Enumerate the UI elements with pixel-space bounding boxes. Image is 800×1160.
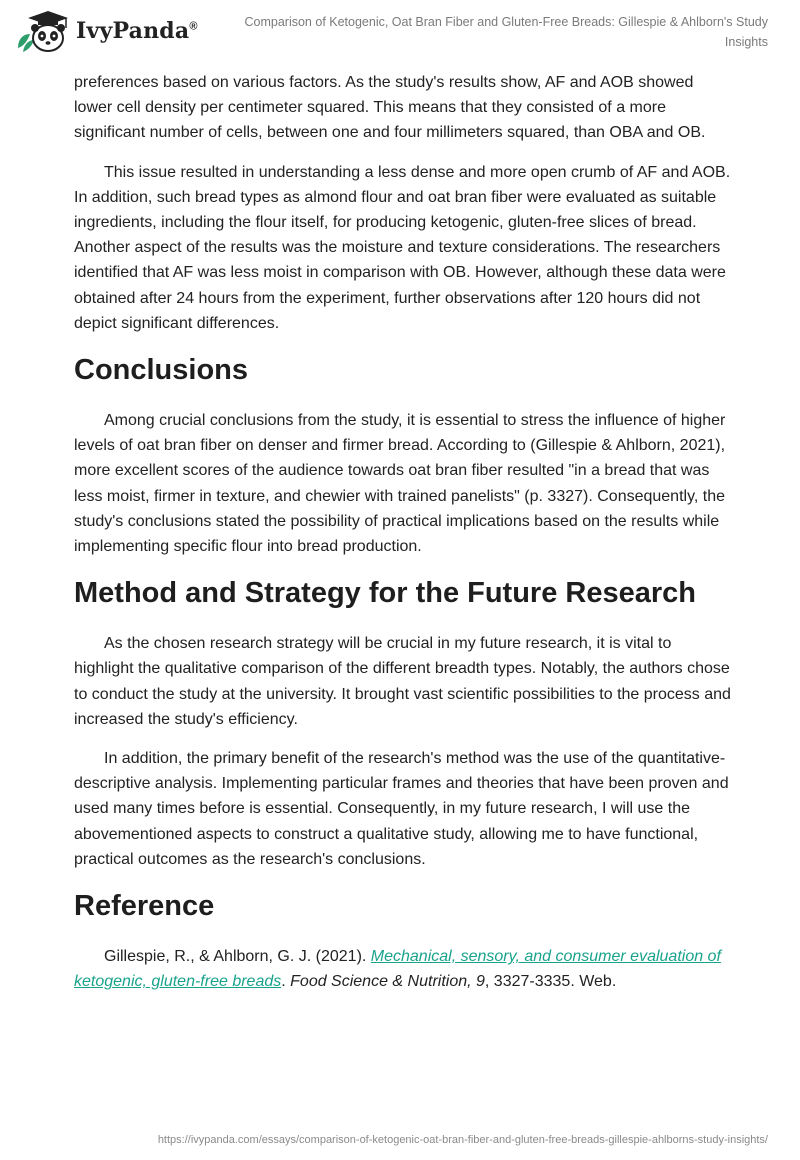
- panda-logo-icon: [14, 8, 74, 54]
- heading-reference: Reference: [74, 890, 215, 923]
- reference-link[interactable]: Mechanical, sensory, and consumer evaluation of ketogenic, gluten-free breads: [74, 948, 721, 991]
- paragraph-research-strategy: As the chosen research strategy will be crucial in my future research, it is vital to highlight the qualitative comparison of the different breadth types. Notably, the authors chose to conduct the study at the university. It brought vast scientific possibilities to the process and increased the study's efficiency.: [74, 635, 731, 728]
- reference-authors: Gillespie, R., & Ahlborn, G. J. (2021).: [104, 948, 371, 966]
- page-url-footer: https://ivypanda.com/essays/comparison-of-ketogenic-oat-bran-fiber-and-gluten-free-breads-gillespie-ahlborns-study-insights/: [157, 1134, 768, 1146]
- essay-content: [74, 70, 734, 1008]
- reference-pages: , 3327-3335. Web.: [484, 973, 617, 991]
- heading-conclusions: Conclusions: [74, 354, 249, 387]
- paragraph-research-method: In addition, the primary benefit of the research's method was the use of the quantitative-descriptive analysis. Implementing particular frames and theories that have been proven and used many times before is essential. Consequently, in my future research, I will use the abovementioned aspects to construct a qualitative study, allowing me to have functional, practical outcomes as the research's conclusions.: [74, 750, 729, 868]
- reference-entry: [74, 944, 734, 994]
- reference-separator: .: [281, 973, 291, 991]
- reference-journal: Food Science & Nutrition, 9: [290, 973, 485, 991]
- page-header: [0, 0, 800, 60]
- paragraph-crumb-moisture: This issue resulted in understanding a less dense and more open crumb of AF and AOB. In addition, such bread types as almond flour and oat bran fiber were evaluated as suitable ingredients, including the flour itself, for producing ketogenic, gluten-free slices of bread. Another aspect of the results was the moisture and texture considerations. The researchers identified that AF was less moist in comparison with OB. However, although these data were obtained after 24 hours from the experiment, further observations after 120 hours did not depict significant differences.: [74, 163, 731, 332]
- document-title: Comparison of Ketogenic, Oat Bran Fiber and Gluten-Free Breads: Gillespie & Ahlborn's Study Insights: [244, 15, 768, 49]
- heading-method-strategy: Method and Strategy for the Future Research: [74, 577, 696, 610]
- paragraph-conclusions: Among crucial conclusions from the study, it is essential to stress the influence of higher levels of oat bran fiber on denser and firmer bread. According to (Gillespie & Ahlborn, 2021), more excellent scores of the audience towards oat bran fiber resulted "in a bread that was less moist, firmer in texture, and chewier with trained panelists" (p. 3327). Consequently, the study's conclusions stated the possibility of practical implications based on the results while implementing specific flour into bread production.: [74, 412, 726, 556]
- paragraph-results-continued: preferences based on various factors. As the study's results show, AF and AOB showed lower cell density per centimeter squared. This means that they consisted of a more significant number of cells, between one and four millimeters squared, than OBA and OB.: [74, 74, 706, 142]
- logo-wordmark: IvyPanda®: [76, 18, 198, 44]
- ivypanda-logo[interactable]: [14, 8, 204, 54]
